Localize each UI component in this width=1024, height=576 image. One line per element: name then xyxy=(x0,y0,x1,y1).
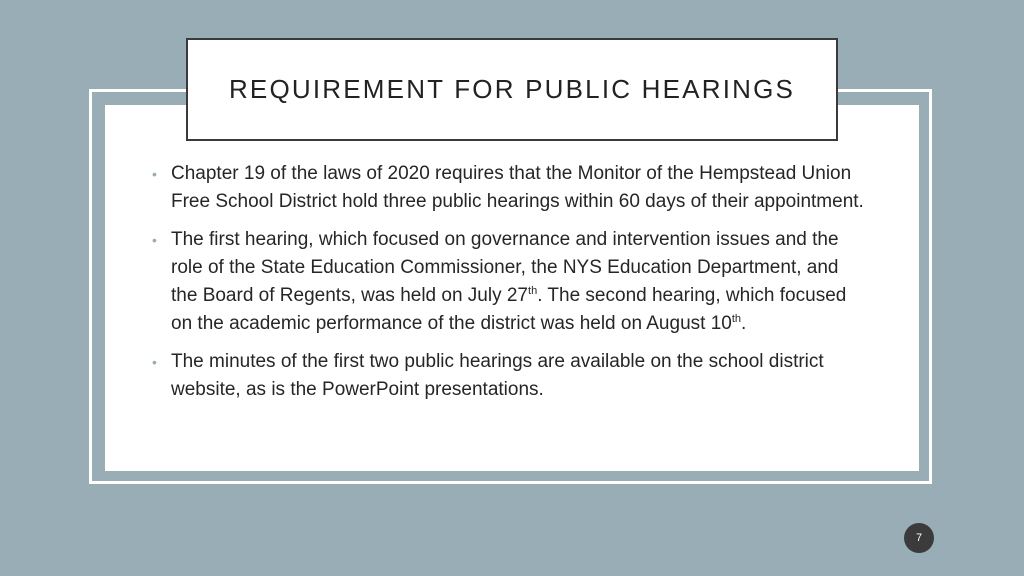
bullet-list xyxy=(150,160,870,414)
bullet-item xyxy=(150,160,870,216)
bullet-text-part: . The second hearing, which focused on the academic performance of the district was held on August 10 xyxy=(171,285,847,334)
bullet-icon: • xyxy=(152,166,157,182)
bullet-icon: • xyxy=(152,354,157,370)
title-box xyxy=(186,38,838,141)
bullet-item xyxy=(150,348,870,404)
bullet-text xyxy=(171,229,846,334)
superscript: th xyxy=(731,313,742,325)
page-number-badge xyxy=(904,523,934,553)
bullet-text: The minutes of the first two public hearings are available on the school district website, as is the PowerPoint presentations. xyxy=(171,351,824,400)
bullet-icon: • xyxy=(152,232,157,248)
bullet-item xyxy=(150,226,870,338)
bullet-text-part: The first hearing, which focused on governance and intervention issues and the role of the State Education Commissioner, the NYS Education Department, and the Board of Regents, was held on July 27 xyxy=(171,229,839,306)
bullet-text: Chapter 19 of the laws of 2020 requires that the Monitor of the Hempstead Union Free School District hold three public hearings within 60 days of their appointment. xyxy=(171,163,864,212)
slide-title: REQUIREMENT FOR PUBLIC HEARINGS xyxy=(228,74,796,104)
bullet-text-part: . xyxy=(741,313,747,334)
page-number: 7 xyxy=(915,532,923,544)
superscript: th xyxy=(528,285,538,297)
